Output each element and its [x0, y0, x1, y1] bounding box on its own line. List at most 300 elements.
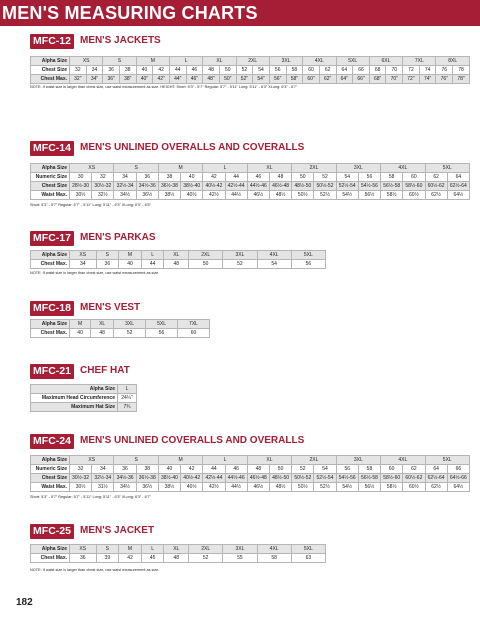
value-cell: 58½: [381, 483, 403, 492]
value-cell: 52: [189, 554, 223, 563]
value-cell: 42½-44: [225, 182, 247, 191]
value-cell: 62½-64: [425, 474, 447, 483]
value-cell: 40: [158, 465, 180, 474]
value-cell: 74": [419, 75, 436, 84]
size-cell: 3XL: [114, 320, 146, 329]
value-cell: 60½-62: [403, 474, 425, 483]
value-cell: 50": [219, 75, 236, 84]
value-cell: 78: [453, 66, 470, 75]
value-cell: 36: [114, 465, 136, 474]
table-note: Short: 5'3" - 5'7" Regular: 5'7" - 5'11" Long: 5'11" - 6'3" XLong: 6'3" - 6'5": [30, 203, 151, 207]
value-cell: 46½-48: [247, 474, 269, 483]
value-cell: 64: [425, 465, 447, 474]
value-cell: 48: [164, 554, 189, 563]
row-label: Waist Max.: [31, 191, 70, 200]
size-cell: 3XL: [269, 57, 302, 66]
value-cell: 54½-56: [336, 474, 358, 483]
row-label: Maximum Head Circumference: [31, 394, 118, 403]
value-cell: 54": [253, 75, 270, 84]
size-cell: 2XL: [292, 164, 336, 173]
value-cell: 32: [92, 173, 114, 182]
value-cell: 63: [291, 554, 325, 563]
value-cell: 60: [403, 173, 425, 182]
size-cell: S: [114, 164, 158, 173]
value-cell: 24¼": [118, 394, 137, 403]
value-cell: 72": [403, 75, 420, 84]
value-cell: 45: [141, 554, 164, 563]
value-cell: 78": [453, 75, 470, 84]
value-cell: 34: [92, 465, 114, 474]
value-cell: 34½-36: [136, 182, 158, 191]
row-label: Alpha Size: [31, 57, 70, 66]
value-cell: 70": [386, 75, 403, 84]
value-cell: 50½-52: [314, 182, 336, 191]
value-cell: 56: [336, 465, 358, 474]
value-cell: 48: [91, 329, 114, 338]
value-cell: 52½-54: [336, 182, 358, 191]
row-label: Waist Max.: [31, 483, 70, 492]
value-cell: 64": [336, 75, 353, 84]
value-cell: 62: [425, 173, 447, 182]
value-cell: 31½: [92, 483, 114, 492]
page-banner: [0, 0, 480, 26]
size-cell: XS: [70, 164, 114, 173]
size-cell: 4XL: [257, 545, 291, 554]
row-label: Chest Max.: [31, 554, 70, 563]
size-cell: 5XL: [336, 57, 369, 66]
section-mens-jackets: [0, 34, 480, 89]
value-cell: 54½: [336, 483, 358, 492]
hat-size-row: [31, 403, 137, 412]
size-cell: XL: [164, 545, 189, 554]
value-cell: 44: [203, 465, 225, 474]
row-label: Numeric Size: [31, 173, 70, 182]
value-cell: 46: [247, 173, 269, 182]
value-cell: 38½: [158, 483, 180, 492]
value-cell: 56½: [358, 483, 380, 492]
value-cell: 34½: [114, 191, 136, 200]
value-cell: 30½: [70, 191, 92, 200]
value-cell: 38½-40: [158, 474, 180, 483]
value-cell: 58½-60: [381, 474, 403, 483]
size-cell: 5XL: [425, 456, 470, 465]
value-cell: 48½-50: [269, 474, 291, 483]
value-cell: 46: [186, 66, 203, 75]
head-circumference-row: [31, 394, 137, 403]
size-cell: 5XL: [425, 164, 470, 173]
value-cell: 40½: [181, 483, 203, 492]
section-title: MEN'S VEST: [80, 302, 141, 313]
size-cell: 4XL: [381, 456, 425, 465]
value-cell: 48: [203, 66, 220, 75]
row-label: Alpha Size: [31, 545, 70, 554]
value-cell: 46½: [247, 191, 269, 200]
size-cell: 3XL: [223, 545, 257, 554]
value-cell: 50½: [292, 483, 314, 492]
value-cell: 40: [136, 66, 153, 75]
value-cell: 40½-42: [181, 474, 203, 483]
coveralls-table: [30, 455, 470, 492]
value-cell: 38½-40: [181, 182, 203, 191]
value-cell: 62: [403, 465, 425, 474]
value-cell: 32½: [92, 191, 114, 200]
jacket-table: [30, 544, 326, 563]
value-cell: 46½: [247, 483, 269, 492]
row-label: Alpha Size: [31, 456, 70, 465]
value-cell: 64: [336, 66, 353, 75]
section-mens-parkas: [0, 231, 480, 275]
value-cell: 64½: [447, 191, 469, 200]
size-cell: 4XL: [257, 251, 291, 260]
parkas-table: [30, 250, 326, 269]
value-cell: 58: [381, 173, 403, 182]
size-cell: M: [158, 456, 202, 465]
value-cell: 52½-54: [314, 474, 336, 483]
value-cell: 56: [269, 66, 286, 75]
row-label: Chest Max.: [31, 260, 70, 269]
row-label: Maximum Hat Size: [31, 403, 118, 412]
value-cell: 46½-48: [269, 182, 291, 191]
value-cell: 56: [291, 260, 325, 269]
value-cell: 76": [436, 75, 453, 84]
value-cell: 54½: [336, 191, 358, 200]
table-note: Short: 5'3" - 5'7" Regular: 5'7" - 5'11" Long: 5'11" - 6'3" XLong: 6'3" - 6'7": [30, 495, 151, 499]
value-cell: 34½-36: [114, 474, 136, 483]
size-cell: 4XL: [303, 57, 336, 66]
section-code: MFC-21: [30, 364, 74, 379]
size-cell: L: [141, 545, 164, 554]
value-cell: 42": [153, 75, 170, 84]
value-cell: 50: [292, 173, 314, 182]
size-cell: S: [96, 545, 119, 554]
chest-max-row: [31, 75, 470, 84]
value-cell: 60½: [403, 483, 425, 492]
value-cell: 48: [247, 465, 269, 474]
size-cell: 2XL: [292, 456, 336, 465]
size-cell: XS: [70, 251, 97, 260]
value-cell: 44: [141, 260, 164, 269]
value-cell: 34": [86, 75, 103, 84]
value-cell: 40: [119, 260, 142, 269]
alpha-size-row: [31, 57, 470, 66]
value-cell: 32½-34: [92, 474, 114, 483]
value-cell: 60½: [403, 191, 425, 200]
value-cell: 42½: [203, 483, 225, 492]
section-unlined-overalls: [0, 141, 480, 207]
value-cell: 62½: [425, 191, 447, 200]
value-cell: 64½-66: [447, 474, 469, 483]
value-cell: 44½: [225, 483, 247, 492]
size-cell: XL: [164, 251, 189, 260]
section-code: MFC-18: [30, 301, 74, 316]
size-cell: XL: [247, 456, 291, 465]
size-cell: L: [203, 164, 247, 173]
alpha-size-row: [31, 456, 470, 465]
size-cell: S: [114, 456, 158, 465]
size-cell: M: [136, 57, 169, 66]
value-cell: 58: [257, 554, 291, 563]
value-cell: 72: [403, 66, 420, 75]
table-note: NOTE: If waist size is larger than chest size, use waist measurement as size.: [30, 271, 160, 275]
value-cell: 68: [369, 66, 386, 75]
chest-size-row: [31, 474, 470, 483]
size-cell: XS: [70, 57, 103, 66]
value-cell: 62½-64: [447, 182, 469, 191]
section-code: MFC-24: [30, 434, 74, 449]
value-cell: 40: [181, 173, 203, 182]
value-cell: 64: [447, 173, 469, 182]
value-cell: 38: [136, 465, 158, 474]
value-cell: 58½: [381, 191, 403, 200]
row-label: Chest Max.: [31, 329, 70, 338]
value-cell: 56": [269, 75, 286, 84]
value-cell: 58: [358, 465, 380, 474]
size-cell: M: [70, 320, 91, 329]
value-cell: 40": [136, 75, 153, 84]
value-cell: 50½: [292, 191, 314, 200]
chest-size-row: [31, 182, 470, 191]
size-cell: 3XL: [336, 456, 380, 465]
value-cell: 48½: [269, 191, 291, 200]
size-cell: L: [203, 456, 247, 465]
value-cell: 34: [70, 260, 97, 269]
value-cell: 42: [181, 465, 203, 474]
section-mens-jacket: [0, 524, 480, 572]
size-cell: S: [103, 57, 136, 66]
table-note: NOTE: If waist size is larger than chest size, use waist measurement as size.: [30, 568, 160, 572]
value-cell: 36½-38: [136, 474, 158, 483]
value-cell: 50: [189, 260, 223, 269]
section-mens-vest: [0, 301, 480, 336]
value-cell: 52: [223, 260, 257, 269]
value-cell: 52": [236, 75, 253, 84]
value-cell: 48": [203, 75, 220, 84]
row-label: Alpha Size: [31, 251, 70, 260]
value-cell: 54: [253, 66, 270, 75]
section-code: MFC-17: [30, 231, 74, 246]
size-cell: 5XL: [291, 545, 325, 554]
value-cell: 70: [386, 66, 403, 75]
value-cell: 42½-44: [203, 474, 225, 483]
size-cell: XL: [203, 57, 236, 66]
size-cell: XL: [91, 320, 114, 329]
value-cell: 56½-58: [358, 474, 380, 483]
size-cell: 2XL: [189, 545, 223, 554]
value-cell: 56: [358, 173, 380, 182]
value-cell: 58½-60: [403, 182, 425, 191]
value-cell: 62: [319, 66, 336, 75]
value-cell: 36½: [136, 191, 158, 200]
row-label: Chest Size: [31, 474, 70, 483]
value-cell: 32": [70, 75, 87, 84]
value-cell: 52: [114, 329, 146, 338]
size-cell: 2XL: [189, 251, 223, 260]
chest-max-row: [31, 329, 210, 338]
value-cell: 42½: [203, 191, 225, 200]
value-cell: 30½-32: [70, 474, 92, 483]
value-cell: 40½: [181, 191, 203, 200]
value-cell: 42: [153, 66, 170, 75]
section-chef-hat: [0, 364, 480, 410]
section-code: MFC-12: [30, 34, 74, 49]
size-cell: 4XL: [381, 164, 425, 173]
row-label: Chest Size: [31, 66, 70, 75]
waist-max-row: [31, 483, 470, 492]
value-cell: 42: [203, 173, 225, 182]
alpha-size-row: [31, 545, 326, 554]
value-cell: 38: [158, 173, 180, 182]
row-label: Alpha Size: [31, 164, 70, 173]
waist-max-row: [31, 191, 470, 200]
value-cell: 68": [369, 75, 386, 84]
value-cell: 76: [436, 66, 453, 75]
size-cell: 7XL: [403, 57, 436, 66]
value-cell: 60: [381, 465, 403, 474]
section-title: MEN'S UNLINED COVERALLS AND OVERALLS: [80, 435, 305, 446]
value-cell: 44: [169, 66, 186, 75]
value-cell: 66: [447, 465, 469, 474]
table-note: NOTE: If waist size is larger than chest size, use waist measurement as size. HEIGHT: Short: 5'3" - 5'7" Regular: 5'7" - 5'11" Long: 5'11" - 6'3" XLong: 6'3" - 6'7": [30, 85, 298, 89]
value-cell: 36: [70, 554, 97, 563]
size-cell: 5XL: [146, 320, 178, 329]
value-cell: 36: [103, 66, 120, 75]
section-title: MEN'S JACKETS: [80, 35, 161, 46]
value-cell: 54: [257, 260, 291, 269]
chef-hat-table: [30, 384, 137, 412]
row-label: Chest Max.: [31, 75, 70, 84]
value-cell: 58: [286, 66, 303, 75]
row-label: Numeric Size: [31, 465, 70, 474]
value-cell: 62": [319, 75, 336, 84]
value-cell: 36: [96, 260, 119, 269]
value-cell: 66: [353, 66, 370, 75]
page-title: MEN'S MEASURING CHARTS: [2, 3, 258, 23]
overalls-table: [30, 163, 470, 200]
size-cell: 5XL: [291, 251, 325, 260]
value-cell: 42: [119, 554, 142, 563]
value-cell: 30½-32: [92, 182, 114, 191]
size-cell: L: [141, 251, 164, 260]
value-cell: 36: [136, 173, 158, 182]
value-cell: 36": [103, 75, 120, 84]
value-cell: 38½: [158, 191, 180, 200]
row-label: Alpha Size: [31, 385, 118, 394]
value-cell: 50: [219, 66, 236, 75]
value-cell: 74: [419, 66, 436, 75]
value-cell: 64½: [447, 483, 469, 492]
value-cell: 62½: [425, 483, 447, 492]
jackets-table: [30, 56, 470, 84]
value-cell: 56½-58: [381, 182, 403, 191]
value-cell: 54½-56: [358, 182, 380, 191]
value-cell: 34: [86, 66, 103, 75]
size-cell: L: [118, 385, 137, 394]
section-title: CHEF HAT: [80, 365, 130, 376]
size-cell: 7XL: [178, 320, 210, 329]
row-label: Chest Size: [31, 182, 70, 191]
chest-max-row: [31, 554, 326, 563]
size-cell: 3XL: [336, 164, 380, 173]
value-cell: 60: [303, 66, 320, 75]
section-title: MEN'S PARKAS: [80, 232, 156, 243]
size-cell: M: [158, 164, 202, 173]
alpha-size-row: [31, 251, 326, 260]
value-cell: 66": [353, 75, 370, 84]
section-code: MFC-14: [30, 141, 74, 156]
value-cell: 32: [70, 465, 92, 474]
value-cell: 48: [164, 260, 189, 269]
value-cell: 52½: [314, 483, 336, 492]
value-cell: 44½-46: [225, 474, 247, 483]
value-cell: 52½: [314, 191, 336, 200]
value-cell: 48½: [269, 483, 291, 492]
value-cell: 60": [303, 75, 320, 84]
value-cell: 39: [96, 554, 119, 563]
value-cell: 44: [225, 173, 247, 182]
value-cell: 34: [114, 173, 136, 182]
chest-max-row: [31, 260, 326, 269]
value-cell: 44": [169, 75, 186, 84]
vest-table: [30, 319, 210, 338]
value-cell: 46: [225, 465, 247, 474]
value-cell: 7¾: [118, 403, 137, 412]
value-cell: 44½-46: [247, 182, 269, 191]
value-cell: 44½: [225, 191, 247, 200]
size-cell: 2XL: [236, 57, 269, 66]
row-label: Alpha Size: [31, 320, 70, 329]
value-cell: 52: [292, 465, 314, 474]
section-unlined-coveralls: [0, 434, 480, 499]
value-cell: 40: [70, 329, 91, 338]
value-cell: 56: [146, 329, 178, 338]
value-cell: 32: [70, 66, 87, 75]
numeric-size-row: [31, 173, 470, 182]
size-cell: 3XL: [223, 251, 257, 260]
value-cell: 50½-52: [292, 474, 314, 483]
size-cell: 6XL: [369, 57, 402, 66]
value-cell: 30½: [70, 483, 92, 492]
size-cell: M: [119, 251, 142, 260]
value-cell: 48½-50: [292, 182, 314, 191]
value-cell: 40½-42: [203, 182, 225, 191]
value-cell: 60½-62: [425, 182, 447, 191]
alpha-size-row: [31, 320, 210, 329]
section-title: MEN'S JACKET: [80, 525, 155, 536]
value-cell: 60: [178, 329, 210, 338]
size-cell: XS: [70, 545, 97, 554]
value-cell: 38": [119, 75, 136, 84]
value-cell: 38: [119, 66, 136, 75]
size-cell: S: [96, 251, 119, 260]
value-cell: 36½-38: [158, 182, 180, 191]
value-cell: 34½: [114, 483, 136, 492]
value-cell: 50: [269, 465, 291, 474]
size-cell: L: [169, 57, 202, 66]
section-title: MEN'S UNLINED OVERALLS AND COVERALLS: [80, 142, 305, 153]
value-cell: 52: [236, 66, 253, 75]
section-code: MFC-25: [30, 524, 74, 539]
value-cell: 36½: [136, 483, 158, 492]
value-cell: 32½-34: [114, 182, 136, 191]
size-cell: 8XL: [436, 57, 470, 66]
size-cell: XS: [70, 456, 114, 465]
numeric-size-row: [31, 465, 470, 474]
size-cell: XL: [247, 164, 291, 173]
chest-size-row: [31, 66, 470, 75]
value-cell: 58": [286, 75, 303, 84]
value-cell: 28½-30: [70, 182, 92, 191]
value-cell: 48: [269, 173, 291, 182]
